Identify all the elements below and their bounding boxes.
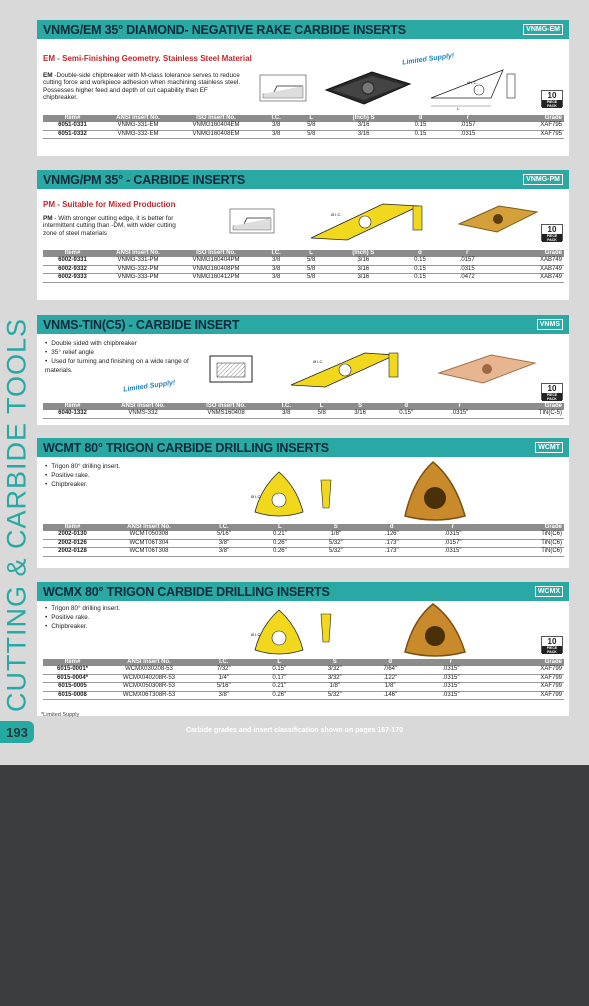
table-row: 6002-9331 VNMG-331-PM VNMG160404PM 3/8 5/8 3/16 0.15 .0157 XAB749 bbox=[43, 257, 564, 265]
section-vnms bbox=[37, 315, 569, 425]
insert-dimension-diagram bbox=[249, 606, 309, 660]
insert-photo bbox=[435, 351, 539, 387]
insert-side-view bbox=[411, 204, 425, 232]
piece-pack-badge: 10 PIECE PACK bbox=[541, 224, 563, 241]
insert-dimension-diagram bbox=[249, 468, 309, 522]
list-item: • Chipbreaker. bbox=[45, 480, 195, 489]
feature-list bbox=[45, 462, 195, 489]
table-row: 2002-0130 WCMT050308 5/16" 0.21" 1/8" .126" .0315" TiN(C6) bbox=[43, 531, 564, 539]
svg-text:Ø I.C.: Ø I.C. bbox=[331, 212, 342, 217]
table-row: 6015-0004* WCMX040208R-53 1/4" 0.17" 3/32" .122" .0315" XAF799 bbox=[43, 674, 564, 683]
piece-pack-badge: 10 PIECE PACK bbox=[541, 636, 563, 653]
section-header bbox=[37, 170, 569, 189]
list-item: • Positive rake. bbox=[45, 613, 195, 622]
insert-photo bbox=[322, 68, 414, 108]
list-item: • Trigon 80° drilling insert. bbox=[45, 462, 195, 471]
table-row: 6015-0005 WCMX050308R-53 5/16" 0.21" 1/8" 1/8" .0315" XAF799 bbox=[43, 683, 564, 692]
limited-supply-footnote: *Limited Supply bbox=[41, 712, 80, 718]
section-title: WCMT 80° TRIGON CARBIDE DRILLING INSERTS bbox=[43, 440, 329, 455]
section-tag: VNMS bbox=[537, 319, 563, 330]
section-subtitle: EM - Semi-Finishing Geometry. Stainless Steel Material bbox=[43, 54, 252, 63]
svg-text:Ø I.C.: Ø I.C. bbox=[467, 80, 478, 85]
section-header bbox=[37, 582, 569, 601]
table-row: 6015-0001* WCMX030208-53 7/32" 0.15" 3/32" 7/64" .0315" XAF799 bbox=[43, 666, 564, 674]
list-item: • Double sided with chipbreaker bbox=[45, 339, 195, 348]
section-vnmg-pm bbox=[37, 170, 569, 300]
insert-side-view bbox=[317, 612, 337, 644]
section-description: EM -Double-side chipbreaker with M-class tolerance serves to reduce cutting force and workpiece adhesion when machining stainless steel. Possesses higher feed and depth of cut capability than EF chipbreaker. bbox=[43, 72, 241, 102]
chipbreaker-profile-diagram bbox=[209, 355, 253, 383]
table-row: 6051-0331 VNMG-331-EM VNMG160404EM 3/8 5/8 3/16 0.15 .0157 XAF795 bbox=[43, 122, 564, 130]
section-title: VNMG/EM 35° DIAMOND- NEGATIVE RAKE CARBIDE INSERTS bbox=[43, 22, 406, 37]
feature-list bbox=[45, 339, 195, 375]
insert-photo bbox=[399, 600, 471, 662]
svg-text:L: L bbox=[457, 106, 460, 111]
svg-text:Ø I.C.: Ø I.C. bbox=[313, 359, 324, 364]
insert-photo bbox=[455, 202, 541, 236]
piece-pack-badge: 10 PIECE PACK bbox=[541, 90, 563, 107]
section-header bbox=[37, 315, 569, 334]
table-row: 6002-9332 VNMG-332-PM VNMG160408PM 3/8 5/8 3/16 0.15 .0315 XAB749 bbox=[43, 265, 564, 274]
insert-photo bbox=[399, 458, 471, 528]
spec-table: Item# ANSI Insert No. ISO Insert No. I.C. L (Inch) S d r Grade 6002-9331 VNMG-331-PM VNMG160404PM 3/8 5/8 3/16 0.15 .0157 XAB749 6002-9332 VNMG-332-PM VNMG160408PM 3/8 5/8 3/16 0.15 .0315 XAB749 6002-9333 VNMG-333-PM VNMG160412PM 3/8 5/8 3/16 0.15 .0472 XAB749 bbox=[43, 250, 564, 283]
list-item: • Used for turning and finishing on a wide range of materials. bbox=[45, 357, 195, 375]
section-title: WCMX 80° TRIGON CARBIDE DRILLING INSERTS bbox=[43, 584, 330, 599]
limited-supply-label: Limited Supply! bbox=[401, 52, 455, 67]
section-tag: WCMT bbox=[535, 442, 563, 453]
chipbreaker-profile-diagram bbox=[229, 208, 275, 234]
insert-dimension-diagram bbox=[305, 198, 425, 246]
limited-supply-label: Limited Supply! bbox=[122, 379, 176, 394]
insert-side-view bbox=[387, 351, 401, 379]
section-header bbox=[37, 20, 569, 39]
table-row: 6051-0332 VNMG-332-EM VNMG160408EM 3/8 5/8 3/16 0.15 .0315 XAF795 bbox=[43, 130, 564, 139]
table-row: 2002-0126 WCMT06T304 3/8" 0.26" 5/32" .173" .0157" TiN(C6) bbox=[43, 539, 564, 548]
list-item: • 35° relief angle bbox=[45, 348, 195, 357]
insert-side-view bbox=[317, 478, 337, 510]
side-title: CUTTING & CARBIDE TOOLS bbox=[1, 317, 32, 713]
section-vnmg-em bbox=[37, 20, 569, 156]
section-wcmt bbox=[37, 438, 569, 568]
spec-table: Item# ANSI Insert No. ISO Insert No. I.C. L S d r Grade 6040-1332 VNMS-332 VNMS160408 3/8 5/8 3/16 0.15" .0315" TIN(C-5) bbox=[43, 403, 564, 419]
svg-text:Ø I.C.: Ø I.C. bbox=[251, 494, 262, 499]
table-row: 6015-0008 WCMX06T308R-53 3/8" 0.26" 5/32" .146" .0315" XAF799 bbox=[43, 691, 564, 700]
section-subtitle: PM - Suitable for Mixed Production bbox=[43, 200, 176, 209]
section-wcmx bbox=[37, 582, 569, 716]
chipbreaker-profile-diagram bbox=[259, 74, 307, 102]
table-row: 6002-9333 VNMG-333-PM VNMG160412PM 3/8 5/8 3/16 0.15 .0472 XAB749 bbox=[43, 274, 564, 283]
spec-table: Item# ANSI Insert No. I.C. L S d r Grade 6015-0001* WCMX030208-53 7/32" 0.15" 3/32" 7/64" .0315" XAF799 6015-0004* WCMX040208R-53 1/4" 0.17" 3/32" .122" .0315" XAF799 6015-0005 WCMX050308R-53 5/16" 0.21" 1/8" 1/8" .0315" XAF799 6015-0008 WCMX06T308R-53 3/8" 0.26" 5/32" .146" .0315" XAF799 bbox=[43, 659, 564, 700]
section-header bbox=[37, 438, 569, 457]
footer-text: Carbide grades and insert classification shown on pages 167-170 bbox=[185, 727, 404, 734]
list-item: • Chipbreaker. bbox=[45, 622, 195, 631]
section-tag: VNMG-PM bbox=[523, 174, 563, 185]
piece-pack-badge: 10 PIECE PACK bbox=[541, 383, 563, 400]
list-item: • Trigon 80° drilling insert. bbox=[45, 604, 195, 613]
spec-table: Item# ANSI Insert No. I.C. L S d r Grade 2002-0130 WCMT050308 5/16" 0.21" 1/8" .126" .0315" TiN(C6) 2002-0126 WCMT06T304 3/8" 0.26" 5/32" .173" .0157" TiN(C6) 2002-0128 WCMT06T308 3/8" 0.26" 5/32" .173" .0315" TiN(C6) bbox=[43, 524, 564, 557]
table-row: 2002-0128 WCMT06T308 3/8" 0.26" 5/32" .173" .0315" TiN(C6) bbox=[43, 548, 564, 557]
spec-table: Item# ANSI Insert No. ISO Insert No. I.C. L (Inch) S d r Grade 6051-0331 VNMG-331-EM VNMG160404EM 3/8 5/8 3/16 0.15 .0157 XAF795 6051-0332 VNMG-332-EM VNMG160408EM 3/8 5/8 3/16 0.15 .0315 XAF795 bbox=[43, 115, 564, 139]
section-title: VNMS-TIN(C5) - CARBIDE INSERT bbox=[43, 317, 240, 332]
section-title: VNMG/PM 35° - CARBIDE INSERTS bbox=[43, 172, 246, 187]
page-number: 193 bbox=[0, 721, 34, 743]
list-item: • Positive rake. bbox=[45, 471, 195, 480]
section-tag: VNMG-EM bbox=[523, 24, 563, 35]
svg-text:Ø I.C.: Ø I.C. bbox=[251, 632, 262, 637]
feature-list bbox=[45, 604, 195, 631]
section-description: PM - With stronger cutting edge, it is better for intermittent cutting than -DM, with wider cutting zone of steel materials bbox=[43, 215, 176, 237]
insert-dimension-diagram bbox=[427, 64, 519, 114]
section-tag: WCMX bbox=[535, 586, 563, 597]
table-row: 6040-1332 VNMS-332 VNMS160408 3/8 5/8 3/16 0.15" .0315" TIN(C-5) bbox=[43, 410, 564, 418]
